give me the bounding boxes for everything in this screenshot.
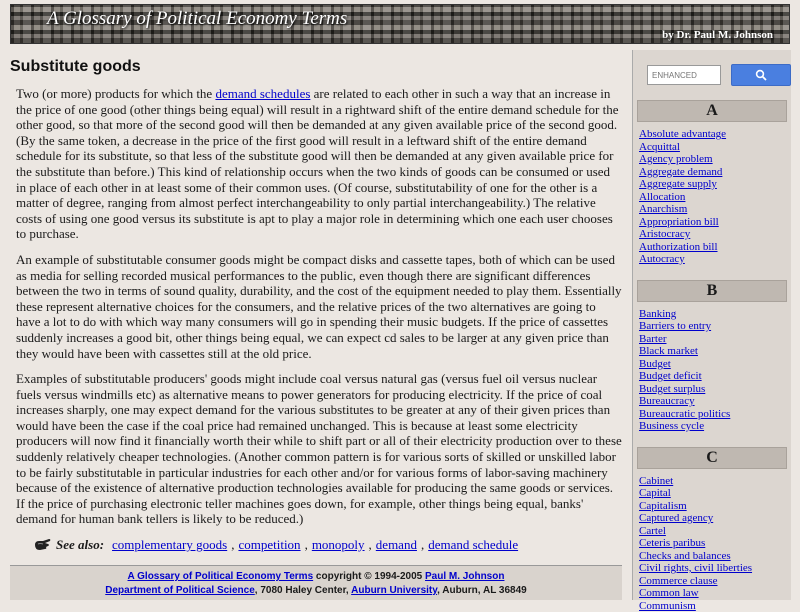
list-item (639, 203, 791, 216)
glossary-term-link[interactable]: Common law (639, 587, 699, 599)
glossary-term-link[interactable]: Aristocracy (639, 228, 690, 240)
paragraph-consumer-example: An example of substitutable consumer goods might be compact disks and cassette tapes, both of which can be used as media for selling recorded musical performances to the public, even though there are significant differences between the two in terms of sound quality, durability, and the cost of the equipment needed to play them. Essentially these represent alternative choices for the consumers, and the relative prices of the two alternatives are going to have a lot to do with which way many consumers will go in spending their music budgets. If the price of cassettes suddenly increases a good bit, other things being equal, we can expect cd sales to be larger at any given price than they would have been with cassettes still at the old price. (16, 252, 622, 361)
glossary-term-link[interactable]: Absolute advantage (639, 128, 726, 140)
glossary-term-link[interactable]: Bureaucratic politics (639, 408, 730, 420)
list-item (639, 141, 791, 154)
footer-author-link[interactable]: Paul M. Johnson (425, 571, 504, 582)
list-item (639, 228, 791, 241)
glossary-term-link[interactable]: Capital (639, 487, 671, 499)
page-title: Substitute goods (10, 58, 622, 76)
glossary-term-link[interactable]: Barter (639, 333, 666, 345)
list-item (639, 166, 791, 179)
see-also-demand[interactable]: demand (376, 537, 417, 553)
list-item (639, 525, 791, 538)
site-title: A Glossary of Political Economy Terms (47, 8, 347, 30)
glossary-term-link[interactable]: Budget (639, 358, 671, 370)
glossary-term-link[interactable]: Cabinet (639, 475, 673, 487)
glossary-term-link[interactable]: Cartel (639, 525, 666, 537)
list-item (639, 241, 791, 254)
main-content (10, 50, 622, 553)
footer-university-link[interactable]: Auburn University (351, 585, 437, 596)
list-item (639, 395, 791, 408)
list-item (639, 500, 791, 513)
glossary-term-link[interactable]: Aggregate supply (639, 178, 717, 190)
list-item (639, 420, 791, 433)
see-also: See also: complementary goods , competition , monopoly , demand , demand schedule (34, 537, 622, 553)
paragraph-producer-example: Examples of substitutable producers' goods might include coal versus natural gas (versus fuel oil versus nuclear fuels versus windmills etc) as alternative means to power generators for producing electricity. If the price of coal increases sharply, one may expect demand for the various substitutes to be greater at any of their given prices than would have been the case if the coal price had remained unchanged. This is because at least some electricity producers will now find it financially worth their while to shift part or all of their electricity production over to these suddenly relatively cheaper technologies. (Another common pattern is for various sorts of skilled or unskilled labor to be fairly substitutable in particular industries for each other and/or for various forms of labor-saving machinery because of the existence of alternative production technologies available for producing the same goods or services. If the price of purchasing electronic teller machines goes down, for example, other things being equal, banks' demand for human bank tellers is likely to be reduced.) (16, 371, 622, 527)
list-item (639, 333, 791, 346)
glossary-term-link[interactable]: Civil rights, civil liberties (639, 562, 752, 574)
glossary-term-link[interactable]: Business cycle (639, 420, 704, 432)
list-item (639, 191, 791, 204)
glossary-term-link[interactable]: Aggregate demand (639, 166, 722, 178)
letter-header-b: B (637, 280, 787, 302)
glossary-term-link[interactable]: Checks and balances (639, 550, 731, 562)
letter-header-c: C (637, 447, 787, 469)
glossary-term-link[interactable]: Black market (639, 345, 698, 357)
glossary-sidebar (632, 50, 791, 600)
list-item (639, 587, 791, 600)
list-item (639, 600, 791, 612)
list-item (639, 408, 791, 421)
glossary-term-link[interactable]: Capitalism (639, 500, 687, 512)
glossary-term-link[interactable]: Bureaucracy (639, 395, 695, 407)
list-item (639, 345, 791, 358)
search-button[interactable] (731, 64, 791, 86)
search-input[interactable] (647, 65, 721, 85)
demand-schedules-link[interactable]: demand schedules (215, 86, 310, 101)
term-list-a (639, 128, 791, 266)
glossary-term-link[interactable]: Allocation (639, 191, 685, 203)
list-item (639, 550, 791, 563)
letter-header-a: A (637, 100, 787, 122)
see-also-complementary-goods[interactable]: complementary goods (112, 537, 227, 553)
glossary-term-link[interactable]: Ceteris paribus (639, 537, 705, 549)
site-author: by Dr. Paul M. Johnson (662, 29, 773, 41)
list-item (639, 253, 791, 266)
list-item (639, 562, 791, 575)
list-item (639, 128, 791, 141)
glossary-term-link[interactable]: Autocracy (639, 253, 685, 265)
pointing-hand-icon (34, 538, 52, 552)
footer-glossary-link[interactable]: A Glossary of Political Economy Terms (128, 571, 314, 582)
list-item (639, 216, 791, 229)
glossary-term-link[interactable]: Barriers to entry (639, 320, 711, 332)
list-item (639, 475, 791, 488)
glossary-term-link[interactable]: Communism (639, 600, 696, 612)
term-list-c (639, 475, 791, 612)
glossary-term-link[interactable]: Appropriation bill (639, 216, 719, 228)
glossary-term-link[interactable]: Acquittal (639, 141, 680, 153)
glossary-term-link[interactable]: Captured agency (639, 512, 713, 524)
list-item (639, 487, 791, 500)
list-item (639, 575, 791, 588)
see-also-monopoly[interactable]: monopoly (312, 537, 365, 553)
list-item (639, 370, 791, 383)
search-icon (755, 69, 767, 81)
glossary-term-link[interactable]: Budget deficit (639, 370, 702, 382)
list-item (639, 358, 791, 371)
term-list-b (639, 308, 791, 433)
glossary-term-link[interactable]: Commerce clause (639, 575, 718, 587)
sidebar-sections (633, 100, 791, 612)
glossary-term-link[interactable]: Anarchism (639, 203, 687, 215)
see-also-label: See also: (56, 537, 104, 553)
see-also-competition[interactable]: competition (238, 537, 300, 553)
list-item (639, 308, 791, 321)
search-box (647, 64, 791, 86)
header-banner (10, 4, 790, 44)
glossary-term-link[interactable]: Budget surplus (639, 383, 705, 395)
glossary-term-link[interactable]: Authorization bill (639, 241, 718, 253)
list-item (639, 512, 791, 525)
footer: A Glossary of Political Economy Terms copyright © 1994-2005 Paul M. Johnson Department of Political Science, 7080 Haley Center, Auburn University, Auburn, AL 36849 (10, 565, 622, 600)
list-item (639, 178, 791, 191)
glossary-term-link[interactable]: Banking (639, 308, 676, 320)
list-item (639, 153, 791, 166)
list-item (639, 537, 791, 550)
list-item (639, 320, 791, 333)
footer-department-link[interactable]: Department of Political Science (105, 585, 255, 596)
list-item (639, 383, 791, 396)
see-also-demand-schedule[interactable]: demand schedule (428, 537, 518, 553)
paragraph-definition: Two (or more) products for which the demand schedules are related to each other in such a way that an increase in the price of one good (other things being equal) will result in a rightward shift of the entire demand schedule for the other good, so that more of the second good will then be demanded at any given available price of the second good. (By the same token, a decrease in the price of the first good will result in a leftward shift of the entire demand schedule for its substitute, so that less of the substitute good will then be demanded at any given available price for the substitute than before.) This kind of relationship occurs when the two kinds of goods can be consumed or used in place of each other in at least some of their common uses. (Of course, substitutability of one for the other is a matter of degree, ranging from almost perfect interchangeability to only partial interchangeability.) The relative costs of using one good versus its substitute is apt to play a major role in determining which one each user chooses to purchase. (16, 86, 622, 242)
glossary-term-link[interactable]: Agency problem (639, 153, 713, 165)
